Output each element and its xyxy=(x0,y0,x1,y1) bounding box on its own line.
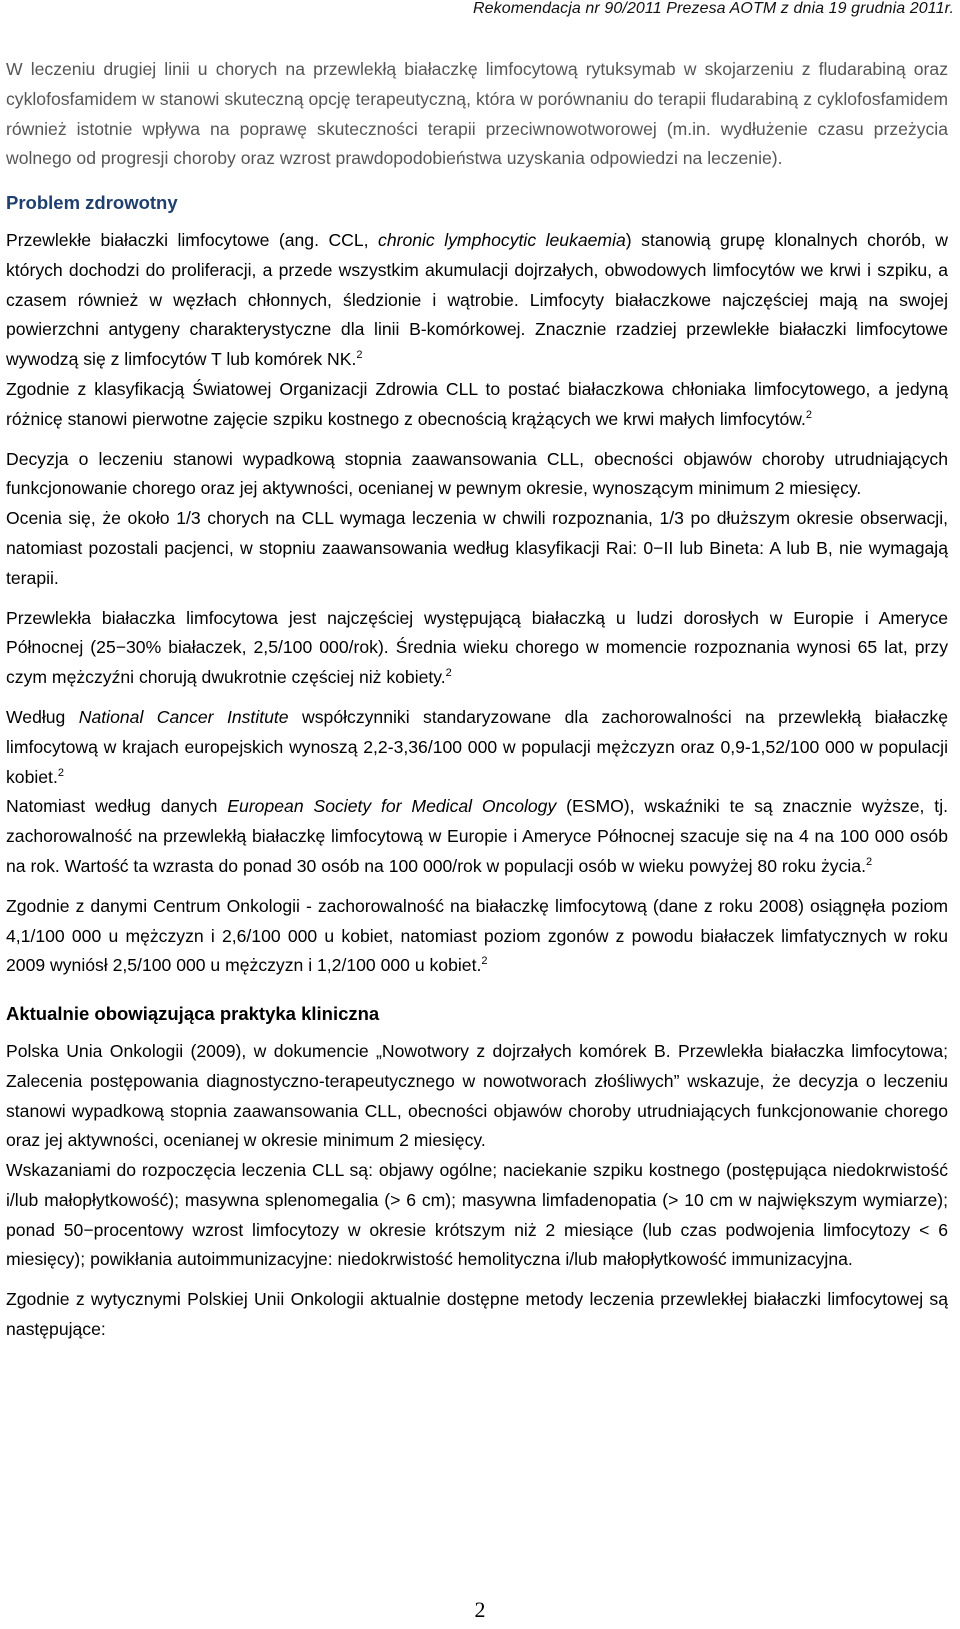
text-run: (ESMO), wskaźniki te są znacznie wyższe, tj. zachorowalność na przewlekłą białaczkę limfocytową w Europie i Ameryce Północnej szacuje się na 4 na 100 000 osób na rok. Wartość ta wzrasta do ponad 30 osób na 100 000/rok w populacji osób w wieku powyżej 80 roku życia. xyxy=(6,796,948,876)
text-run: Według xyxy=(6,706,79,727)
paragraph-epidemiology xyxy=(6,604,948,693)
heading-clinical-practice: Aktualnie obowiązująca praktyka kliniczna xyxy=(6,1003,380,1025)
footnote-ref: 2 xyxy=(865,856,873,869)
text-run: Przewlekłe białaczki limfocytowe (ang. CCL, xyxy=(6,229,379,250)
text-run: Zgodnie z klasyfikacją Światowej Organizacji Zdrowia CLL to postać białaczkowa chłoniaka limfocytowego, a jedyną różnicę stanowi pierwotne zajęcie szpiku kostnego z obecnością krążących we krwi małych limfocytów. xyxy=(6,378,948,429)
paragraph-treatment-indications: Wskazaniami do rozpoczęcia leczenia CLL są: objawy ogólne; naciekanie szpiku kostnego (postępująca niedokrwistość i/lub małopłytkowość); masywna splenomegalia (> 6 cm); masywna limfadenopatia (> 10 cm w największym wymiarze); ponad 50−procentowy wzrost limfocytozy w okresie krótszym niż 2 miesiące (lub czas podwojenia limfocytozy < 6 miesięcy); powikłania autoimmunizacyjne: niedokrwistość hemolityczna i/lub małopłytkowość immunizacyjna. xyxy=(6,1160,948,1270)
page-number: 2 xyxy=(474,1597,486,1622)
text-run: Zgodnie z danymi Centrum Onkologii - zachorowalność na białaczkę limfocytową (dane z roku 2008) osiągnęła poziom 4,1/100 000 u mężczyzn i 2,6/100 000 u kobiet, natomiast poziom zgonów z powodu białaczek limfatycznych w roku 2009 wyniósł 2,5/100 000 u mężczyzn i 1,2/100 000 u kobiet. xyxy=(6,895,948,976)
paragraph-who-classification xyxy=(6,375,948,435)
document-body xyxy=(6,55,948,1345)
italic-term: European Society for Medical Oncology xyxy=(227,796,557,817)
running-header: Rekomendacja nr 90/2011 Prezesa AOTM z dnia 19 grudnia 2011r. xyxy=(472,0,954,17)
paragraph-cll-definition xyxy=(6,226,948,375)
text-run: współczynniki standaryzowane dla zachorowalności na przewlekłą białaczkę limfocytową w krajach europejskich wynoszą 2,2-3,36/100 000 w populacji mężczyzn oraz 0,9-1,52/100 000 w populacji kobiet. xyxy=(6,706,949,787)
italic-term: National Cancer Institute xyxy=(78,706,289,727)
footnote-ref: 2 xyxy=(481,955,488,968)
text-run: Natomiast według danych xyxy=(6,796,228,817)
italic-term: chronic lymphocytic leukaemia xyxy=(378,229,626,250)
text-run: ) stanowią grupę klonalnych chorób, w których dochodzi do proliferacji, a przede wszystkim akumulacji dojrzałych, obwodowych limfocytów we krwi i szpiku, a czasem również w węzłach chłonnych, śledzionie i wątrobie. Limfocyty białaczkowe najczęściej mają na swojej powierzchni antygeny charakterystyczne dla linii B-komórkowej. Znacznie rzadziej przewlekłe białaczki limfocytowe wywodzą się z limfocytów T lub komórek NK. xyxy=(6,229,948,370)
paragraph-treatment-need: Ocenia się, że około 1/3 chorych na CLL wymaga leczenia w chwili rozpoznania, 1/3 po dłuższym okresie obserwacji, natomiast pozostali pacjenci, w stopniu zaawansowania według klasyfikacji Rai: 0−II lub Bineta: A lub B, nie wymagają terapii. xyxy=(6,508,948,588)
footnote-ref: 2 xyxy=(356,349,363,362)
paragraph-oncology-centre-data xyxy=(6,892,948,981)
footnote-ref: 2 xyxy=(805,408,813,421)
footnote-ref: 2 xyxy=(445,667,452,680)
paragraph-available-methods: Zgodnie z wytycznymi Polskiej Unii Onkologii aktualnie dostępne metody leczenia przewlekłej białaczki limfocytowej są następujące: xyxy=(6,1289,948,1340)
paragraph-puo-recommendation: Polska Unia Onkologii (2009), w dokumencie „Nowotwory z dojrzałych komórek B. Przewlekła białaczka limfocytowa; Zalecenia postępowania diagnostyczno-terapeutycznego w nowotworach złośliwych” wskazuje, że decyzja o leczeniu stanowi wypadkową stopnia zaawansowania CLL, obecności objawów choroby utrudniających funkcjonowanie chorego oraz jej aktywności, ocenianej w okresie minimum 2 miesięcy. xyxy=(6,1040,948,1151)
paragraph-esmo-data xyxy=(6,792,948,881)
heading-problem-zdrowotny: Problem zdrowotny xyxy=(6,192,178,214)
text-run: Przewlekła białaczka limfocytowa jest najczęściej występującą białaczką u ludzi dorosłych w Europie i Ameryce Północnej (25−30% białaczek, 2,5/100 000/rok). Średnia wieku chorego w momencie rozpoznania wynosi 65 lat, przy czym mężczyźni chorują dwukrotnie częściej niż kobiety. xyxy=(6,607,948,688)
paragraph-treatment-decision: Decyzja o leczeniu stanowi wypadkową stopnia zaawansowania CLL, obecności objawów choroby utrudniających funkcjonowanie chorego oraz jej aktywności, ocenianej w pewnym okresie, wynoszącym minimum 2 miesięcy. xyxy=(6,448,948,499)
footnote-ref: 2 xyxy=(57,766,64,779)
paragraph-nci-data xyxy=(6,703,948,792)
paragraph-rituximab-second-line: W leczeniu drugiej linii u chorych na przewlekłą białaczkę limfocytową rytuksymab w skojarzeniu z fludarabiną oraz cyklofosfamidem w stanowi skuteczną opcję terapeutyczną, która w porównaniu do terapii fludarabiną z cyklofosfamidem również istotnie wpływa na poprawę skuteczności terapii przeciwnowotworowej (m.in. wydłużenie czasu przeżycia wolnego od progresji choroby oraz wzrost prawdopodobieństwa uzyskania odpowiedzi na leczenie). xyxy=(6,59,948,169)
